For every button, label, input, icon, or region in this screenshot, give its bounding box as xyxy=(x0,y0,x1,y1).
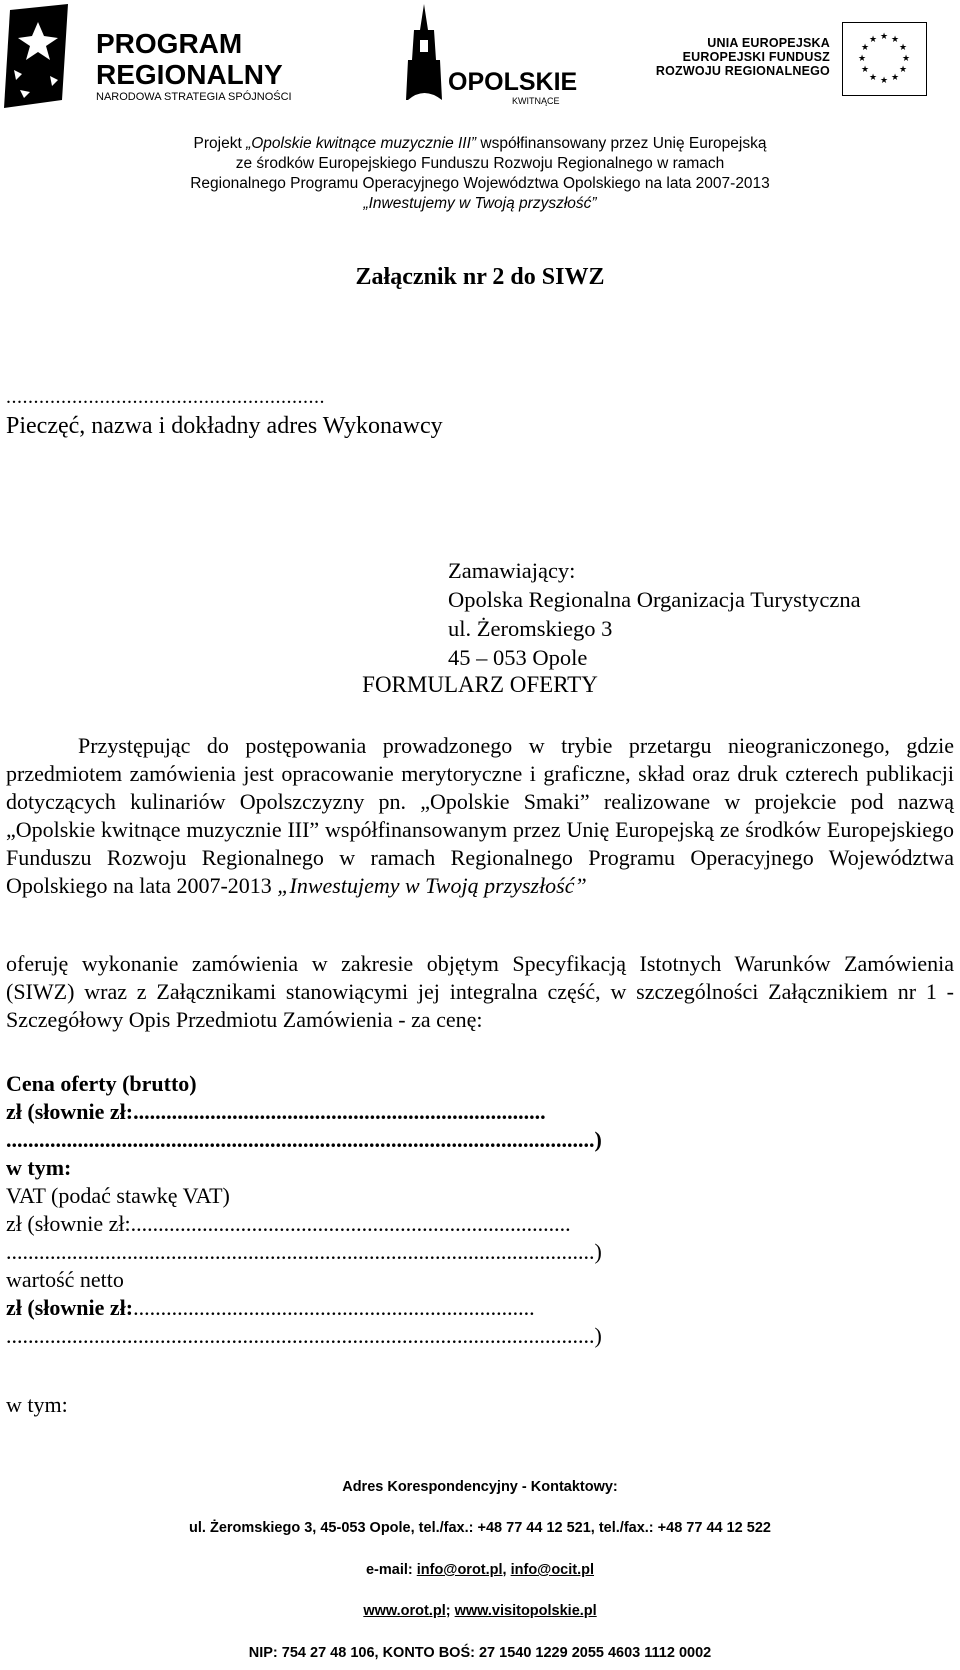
form-title: FORMULARZ OFERTY xyxy=(362,672,598,697)
net-line: ...........................................................................................................) xyxy=(6,1323,602,1348)
eu-line1: UNIA EUROPEJSKA xyxy=(707,36,830,50)
intro-text: Przystępując do postępowania prowadzonego w trybie przetargu nieograniczonego, gdzie przedmiotem zamówienia jest opracowanie merytoryczne i graficzne, skład oraz druk czterech publikacji dotyczących kulinariów Opolszczyzny pn. „Opolskie Smaki” realizowane w projekcie pod nazwą „Opolskie kwitnące muzycznie III” współfinansowanym przez Unię Europejską ze środków Europejskiego Funduszu Rozwoju Regionalnego w ramach Regionalnego Programu Operacyjnego Województwa Opolskiego na lata 2007-2013 xyxy=(6,733,954,898)
eu-logo-text xyxy=(650,36,830,78)
email-label: e-mail: xyxy=(365,1562,417,1578)
price-section xyxy=(6,1070,946,1350)
opolskie-name: OPOLSKIE xyxy=(448,68,578,96)
email-link-orot[interactable]: info@orot.pl xyxy=(416,1562,503,1578)
project-line4 xyxy=(0,194,960,214)
project-line3: Regionalnego Programu Operacyjnego Województwa Opolskiego na lata 2007-2013 xyxy=(190,175,770,192)
svg-text:★: ★ xyxy=(868,73,878,83)
svg-text:★: ★ xyxy=(860,65,870,75)
svg-text:★: ★ xyxy=(868,35,878,45)
project-line2: ze środków Europejskiego Funduszu Rozwoju Regionalnego w ramach xyxy=(235,155,725,172)
svg-text:★: ★ xyxy=(857,54,867,64)
footer-email: e-mail: info@orot.pl, info@ocit.pl xyxy=(365,1562,595,1578)
project-slogan: „Inwestujemy w Twoją przyszłość” xyxy=(363,195,597,212)
tower-icon xyxy=(378,0,588,115)
eu-flag-icon xyxy=(842,22,927,96)
net-label: wartość netto xyxy=(6,1267,124,1292)
stamp-dots: .......................................................... xyxy=(6,386,325,408)
intro-paragraph xyxy=(6,732,954,900)
web-link-orot[interactable]: www.orot.pl xyxy=(363,1603,446,1619)
project-header xyxy=(0,134,960,214)
net-words-dots: ......................................................................... xyxy=(133,1295,535,1320)
recipient-city: 45 – 053 Opole xyxy=(448,645,588,670)
svg-text:★: ★ xyxy=(890,35,900,45)
project-title: „Opolskie kwitnące muzycznie III” xyxy=(246,135,477,152)
price-words-gross: zł (słownie zł:........................................................................... xyxy=(6,1099,546,1124)
opolskie-logo xyxy=(378,0,588,115)
svg-text:★: ★ xyxy=(901,54,911,64)
project-suffix: współfinansowany przez Unię Europejską xyxy=(476,135,767,152)
project-prefix: Projekt xyxy=(193,135,247,152)
net-words: zł (słownie zł: xyxy=(6,1295,134,1320)
svg-text:★: ★ xyxy=(890,73,900,83)
svg-text:★: ★ xyxy=(879,32,889,42)
email-link-ocit[interactable]: info@ocit.pl xyxy=(510,1562,595,1578)
program-line1: PROGRAM xyxy=(96,28,243,59)
stamp-label: Pieczęć, nazwa i dokładny adres Wykonawcy xyxy=(6,413,443,439)
opolskie-tagline: KWITNĄCE xyxy=(512,96,560,106)
footer-address: ul. Żeromskiego 3, 45-053 Opole, tel./fax.: +48 77 44 12 521, tel./fax.: +48 77 44 12 522 xyxy=(189,1520,771,1536)
page-title: Załącznik nr 2 do SIWZ xyxy=(355,264,605,290)
svg-text:★: ★ xyxy=(898,43,908,53)
program-line2: REGIONALNY xyxy=(96,59,283,90)
in-that-2: w tym: xyxy=(6,1392,68,1417)
net-words-row xyxy=(6,1294,946,1322)
price-heading: Cena oferty (brutto) xyxy=(6,1071,197,1096)
project-line1 xyxy=(0,134,960,154)
recipient-block xyxy=(448,556,861,672)
footer-heading: Adres Korespondencyjny - Kontaktowy: xyxy=(342,1479,618,1495)
vat-words: zł (słownie zł:................................................................................ xyxy=(6,1211,571,1236)
recipient-street: ul. Żeromskiego 3 xyxy=(448,616,613,641)
svg-text:★: ★ xyxy=(879,76,889,86)
offer-paragraph: oferuję wykonanie zamówienia w zakresie objętym Specyfikacją Istotnych Warunków Zamówienia (SIWZ) wraz z Załącznikami stanowiącymi jej integralna część, w szczególności Załącznikiem nr 1 - Szczegółowy Opis Przedmiotu Zamówienia - za cenę: xyxy=(6,951,954,1032)
program-regionalny-logo xyxy=(0,0,345,115)
recipient-label: Zamawiający: xyxy=(448,558,576,583)
intro-slogan: „Inwestujemy w Twoją przyszłość” xyxy=(277,873,587,898)
price-line-gross: ...........................................................................................................) xyxy=(6,1127,602,1152)
star-burst-icon xyxy=(0,0,345,115)
vat-label: VAT (podać stawkę VAT) xyxy=(6,1183,230,1208)
recipient-name: Opolska Regionalna Organizacja Turystyczna xyxy=(448,587,861,612)
program-line3: NARODOWA STRATEGIA SPÓJNOŚCI xyxy=(96,91,292,103)
eu-line2: EUROPEJSKI FUNDUSZ xyxy=(682,50,830,64)
vat-line: ...........................................................................................................) xyxy=(6,1239,602,1264)
svg-text:★: ★ xyxy=(898,65,908,75)
svg-text:★: ★ xyxy=(860,43,870,53)
web-link-visitopolskie[interactable]: www.visitopolskie.pl xyxy=(454,1603,597,1619)
footer-web: www.orot.pl; www.visitopolskie.pl xyxy=(363,1603,597,1619)
eu-line3: ROZWOJU REGIONALNEGO xyxy=(655,64,830,78)
price-in-that: w tym: xyxy=(6,1155,72,1180)
footer-nip: NIP: 754 27 48 106, KONTO BOŚ: 27 1540 1229 2055 4603 1112 0002 xyxy=(248,1645,712,1661)
